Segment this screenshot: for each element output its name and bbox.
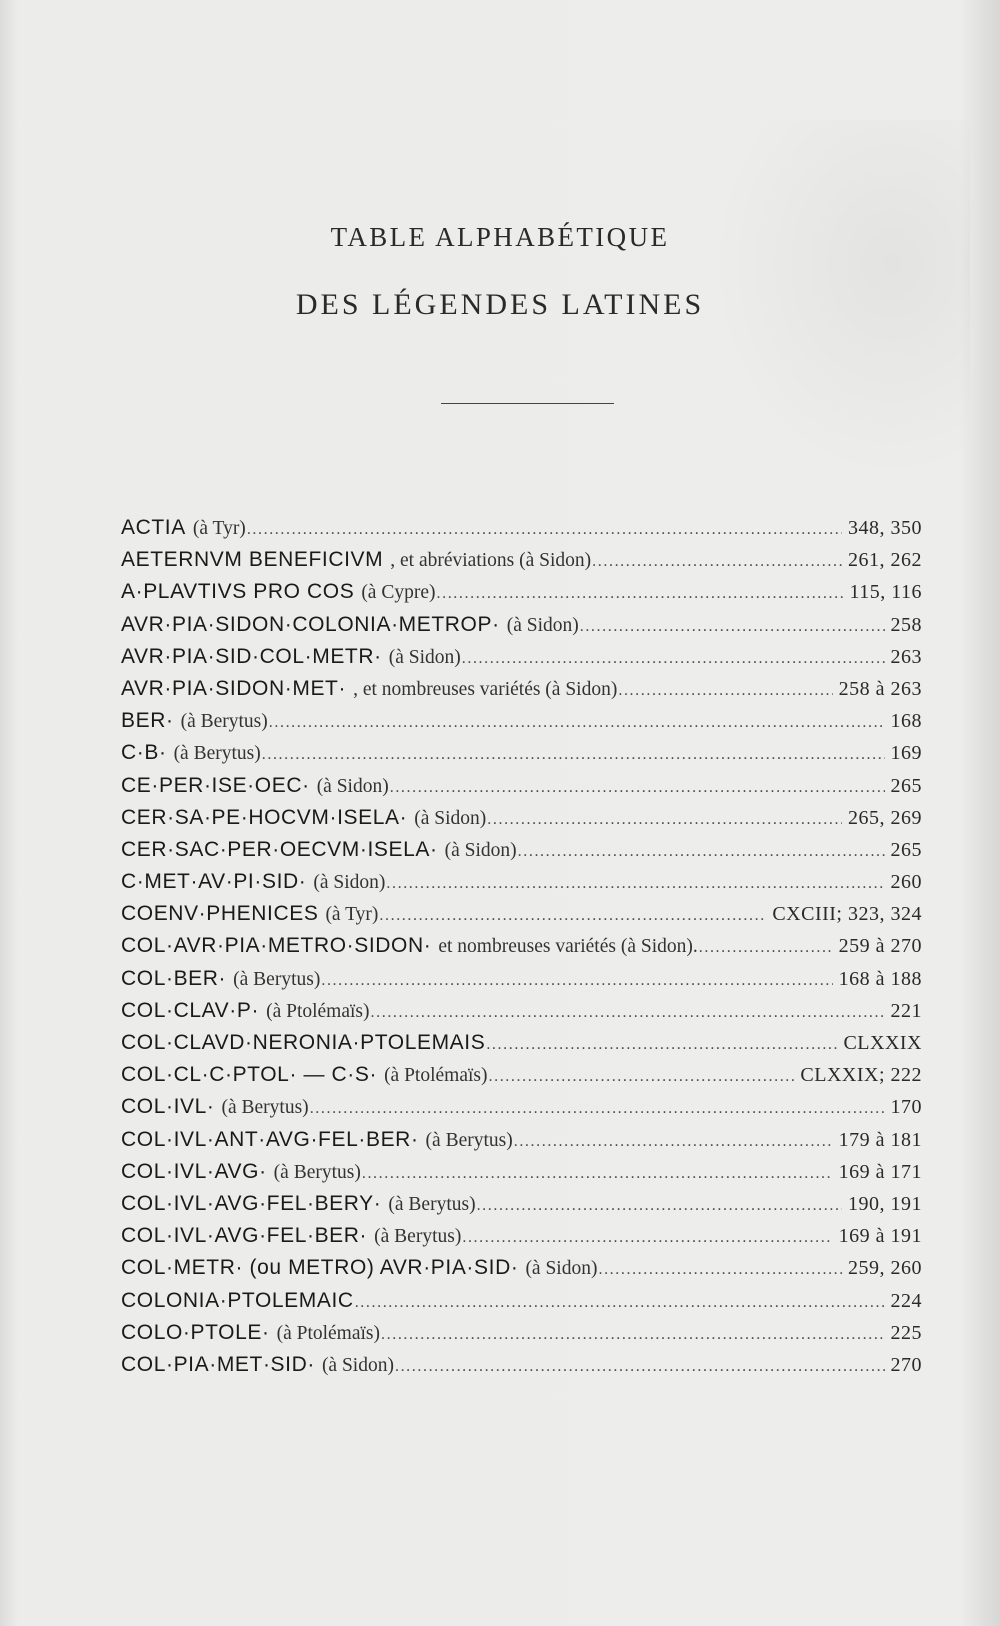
location-note: (à Berytus) <box>233 968 321 990</box>
page-reference: 225 <box>890 1321 922 1344</box>
legend-text: COLO·PTOLE· <box>121 1320 270 1344</box>
location-note: (à Sidon) <box>506 614 579 636</box>
location-note: (à Ptolémaïs) <box>266 1000 370 1022</box>
page-reference: CXCIII; 323, 324 <box>772 903 922 926</box>
page-reference: 348, 350 <box>848 517 922 539</box>
location-note: (à Berytus) <box>374 1226 462 1248</box>
index-entry <box>121 741 922 773</box>
dot-leader <box>477 1197 842 1215</box>
page-reference: 169 <box>890 742 922 765</box>
legend-text: BER· <box>121 709 174 733</box>
index-entry <box>121 677 922 709</box>
dot-leader <box>489 1068 795 1086</box>
legend-text: AVR·PIA·SIDON·COLONIA·METROP· <box>121 612 500 636</box>
location-note: (à Ptolémaïs) <box>384 1065 488 1087</box>
legend-text: ACTIA <box>121 516 186 539</box>
location-note: (à Sidon) <box>388 646 461 668</box>
location-note: , et abréviations (à Sidon) <box>390 550 592 572</box>
page-reference: 190, 191 <box>848 1192 922 1215</box>
dot-leader <box>371 1004 885 1022</box>
legend-text: COL·IVL· <box>121 1095 215 1119</box>
page-reference: 265, 269 <box>848 806 922 829</box>
legend-text: CER·SAC·PER·OECVM·ISELA· <box>121 837 438 861</box>
page-subtitle: DES LÉGENDES LATINES <box>295 288 705 321</box>
dot-leader <box>362 1165 833 1183</box>
index-entry <box>121 1063 922 1095</box>
dot-leader <box>247 521 842 539</box>
index-entry <box>121 902 922 934</box>
location-note: (à Cypre) <box>361 582 436 604</box>
page-reference: 259 à 270 <box>838 935 922 958</box>
index-entry <box>121 1160 922 1192</box>
index-list <box>121 516 922 1385</box>
index-entry <box>121 1289 922 1321</box>
dot-leader <box>395 1358 885 1376</box>
page-reference: 263 <box>890 645 922 668</box>
legend-text: COL·CL·C·PTOL· — C·S· <box>121 1063 378 1087</box>
location-note: (à Ptolémaïs) <box>276 1322 381 1344</box>
legend-text: AVR·PIA·SIDON·MET· <box>121 676 347 700</box>
location-note: (à Sidon) <box>525 1258 598 1280</box>
dot-leader <box>262 746 885 764</box>
index-entry <box>121 1353 922 1385</box>
legend-text: COL·IVL·AVG·FEL·BER· <box>121 1224 368 1248</box>
page-reference: 265 <box>890 774 922 797</box>
legend-text: COL·METR· (ou METRO) AVR·PIA·SID· <box>121 1256 519 1280</box>
page-title: TABLE ALPHABÉTIQUE <box>330 222 670 252</box>
dot-leader <box>486 1036 837 1054</box>
location-note: (à Berytus) <box>273 1161 361 1183</box>
location-note: , et nombreuses variétés (à Sidon) <box>353 678 618 700</box>
index-entry <box>121 1192 922 1224</box>
legend-text: C·MET·AV·PI·SID· <box>121 870 307 894</box>
dot-leader <box>699 939 833 957</box>
page-reference: 270 <box>890 1353 922 1376</box>
dot-leader <box>310 1100 885 1118</box>
legend-text: COL·IVL·AVG· <box>121 1159 267 1183</box>
index-entry <box>121 999 922 1031</box>
legend-text: COENV·PHENICES <box>121 902 319 926</box>
dot-leader <box>321 972 832 990</box>
dot-leader <box>269 714 885 732</box>
page-reference: 260 <box>890 871 922 894</box>
page-reference: 170 <box>890 1096 922 1119</box>
index-entry <box>121 774 922 806</box>
index-entry <box>121 870 922 902</box>
dot-leader <box>618 682 832 700</box>
title-rule <box>441 403 614 404</box>
index-entry <box>121 838 922 870</box>
dot-leader <box>462 1229 832 1247</box>
page-reference: 258 à 263 <box>838 677 922 700</box>
index-entry <box>121 1031 922 1063</box>
index-entry <box>121 1095 922 1127</box>
dot-leader <box>580 618 885 636</box>
index-entry <box>121 1224 922 1256</box>
location-note: (à Berytus) <box>173 743 261 765</box>
page-reference: 265 <box>890 838 922 861</box>
location-note: (à Sidon) <box>414 807 487 829</box>
legend-text: COL·IVL·ANT·AVG·FEL·BER· <box>121 1127 419 1151</box>
page-reference: 259, 260 <box>848 1257 922 1280</box>
dot-leader <box>381 1326 884 1344</box>
location-note: (à Tyr) <box>325 904 379 926</box>
legend-text: COL·BER· <box>121 966 227 990</box>
index-entry <box>121 548 922 580</box>
page-reference: 179 à 181 <box>838 1128 922 1151</box>
page-reference: CLXXIX <box>843 1032 922 1054</box>
location-note: (à Berytus) <box>180 711 268 733</box>
index-entry <box>121 1321 922 1353</box>
dot-leader <box>390 779 885 797</box>
legend-text: AETERNVM BENEFICIVM <box>121 548 384 572</box>
location-note: (à Sidon) <box>313 872 386 894</box>
index-entry <box>121 709 922 741</box>
index-entry <box>121 580 922 612</box>
dot-leader <box>379 907 766 925</box>
location-note: (à Sidon) <box>316 775 389 797</box>
legend-text: COL·IVL·AVG·FEL·BERY· <box>121 1191 382 1215</box>
location-note: (à Berytus) <box>221 1097 309 1119</box>
dot-leader <box>598 1261 842 1279</box>
location-note: (à Tyr) <box>192 518 246 539</box>
legend-text: A·PLAVTIVS PRO COS <box>121 580 355 604</box>
legend-text: CER·SA·PE·HOCVM·ISELA· <box>121 805 408 829</box>
page-reference: CLXXIX; 222 <box>800 1064 922 1087</box>
location-note: (à Berytus) <box>388 1193 476 1215</box>
legend-text: COL·PIA·MET·SID· <box>121 1352 315 1376</box>
page-reference: 168 à 188 <box>838 967 922 990</box>
legend-text: COLONIA·PTOLEMAIC <box>121 1288 354 1312</box>
legend-text: COL·CLAV·P· <box>121 998 260 1022</box>
index-entry <box>121 613 922 645</box>
page-reference: 258 <box>890 613 922 636</box>
index-entry <box>121 1128 922 1160</box>
location-note: (à Sidon) <box>444 839 517 861</box>
dot-leader <box>592 553 842 571</box>
index-entry <box>121 967 922 999</box>
legend-text: COL·AVR·PIA·METRO·SIDON· <box>121 934 432 958</box>
legend-text: AVR·PIA·SID·COL·METR· <box>121 644 382 668</box>
legend-text: COL·CLAVD·NERONIA·PTOLEMAIS <box>121 1031 486 1054</box>
page-reference: 221 <box>890 999 922 1022</box>
legend-text: C·B· <box>121 741 167 765</box>
page-reference: 224 <box>890 1289 922 1312</box>
page-reference: 168 <box>890 710 922 733</box>
index-entry <box>121 806 922 838</box>
dot-leader <box>386 875 884 893</box>
page-reference: 261, 262 <box>848 549 922 572</box>
index-entry <box>121 1256 922 1288</box>
page-reference: 115, 116 <box>849 581 922 604</box>
dot-leader <box>355 1294 885 1312</box>
dot-leader <box>462 650 885 668</box>
index-entry <box>121 516 922 548</box>
dot-leader <box>518 843 885 861</box>
dot-leader <box>437 585 844 603</box>
location-note: et nombreuses variétés (à Sidon). <box>438 936 698 958</box>
dot-leader <box>514 1133 833 1151</box>
dot-leader <box>487 811 842 829</box>
location-note: (à Sidon) <box>321 1354 394 1376</box>
page-reference: 169 à 171 <box>838 1160 922 1183</box>
index-entry <box>121 934 922 966</box>
index-entry <box>121 645 922 677</box>
page-reference: 169 à 191 <box>838 1225 922 1248</box>
location-note: (à Berytus) <box>425 1129 513 1151</box>
legend-text: CE·PER·ISE·OEC· <box>121 773 310 797</box>
